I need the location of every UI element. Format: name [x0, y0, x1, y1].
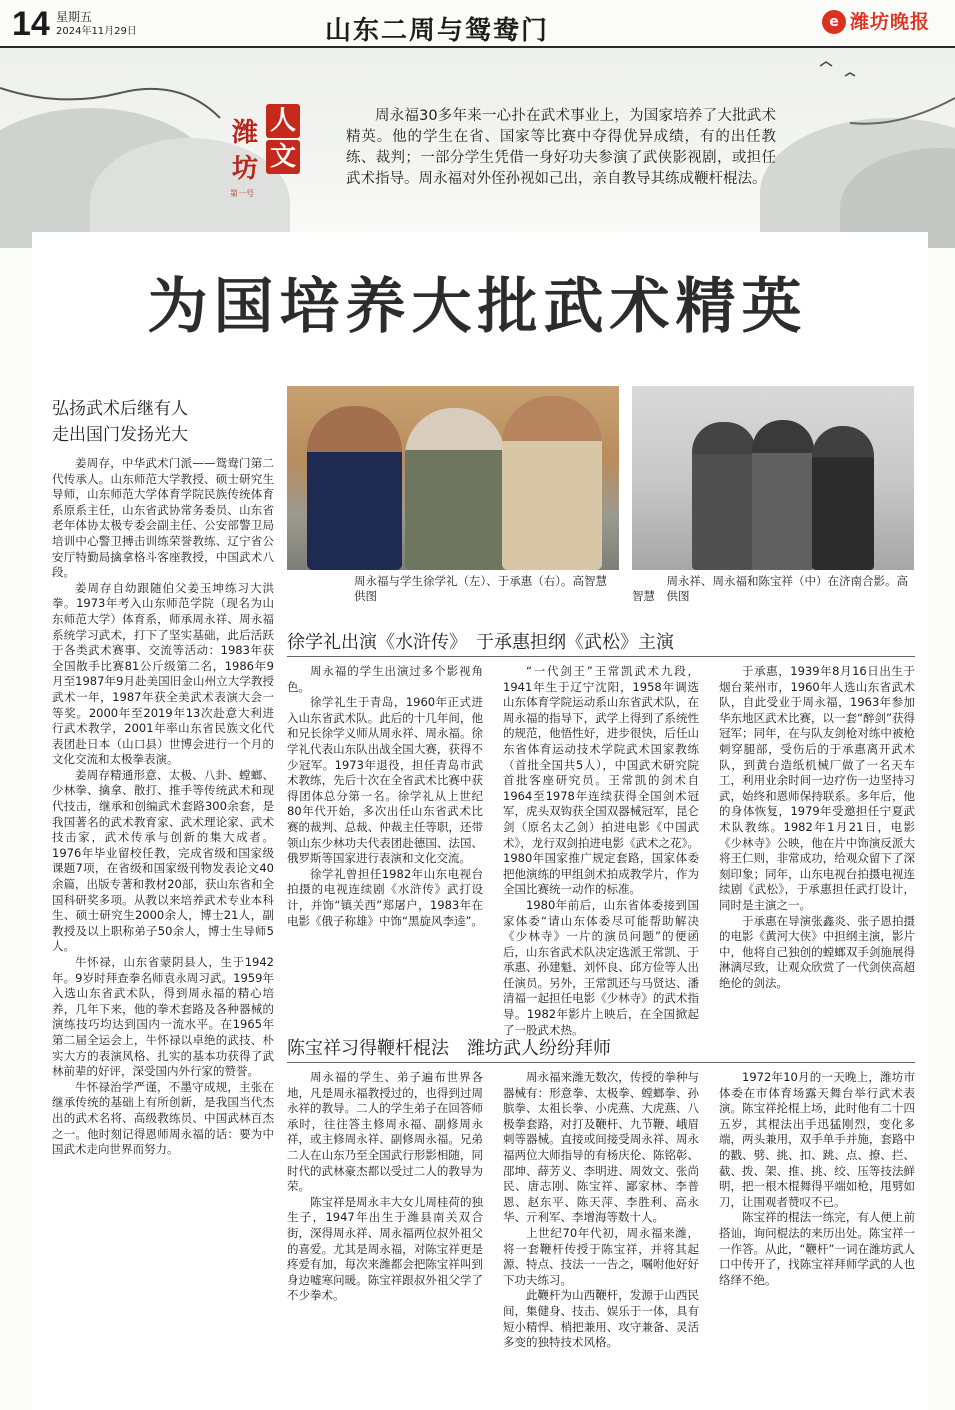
photo-zhou-yongfu-with-students	[287, 386, 619, 570]
badge-char: 文	[266, 140, 300, 174]
section2-col1	[287, 664, 483, 929]
paragraph: 牛怀禄治学严谨，不墨守成规，主张在继承传统的基础上有所创新，是我国当代杰出的武术名将、高级教练员、中国武林百杰之一。他时刻记得恩师周永福的话：要为中国武术走向世界而努力。	[52, 1079, 274, 1157]
paragraph: 周永福的学生出演过多个影视角色。	[287, 664, 483, 694]
paragraph: 周永福的学生、弟子遍布世界各地，凡是周永福教授过的，也得到过周永祥的教导。二人的学生弟子在回答师承时，往往答主修周永福、副修周永祥，或主修周永祥、副修周永福。兄弟二人在山东乃至全国武行形影相随，同时代的武林豪杰都以受过二人的教导为荣。	[287, 1070, 483, 1194]
section2-subhead: 徐学礼出演《水浒传》 于承惠担纲《武松》主演	[287, 632, 674, 653]
section2-col3	[719, 664, 915, 991]
weekday: 星期五	[56, 10, 93, 24]
paragraph: 牛怀禄，山东省蒙阴县人，生于1942年。9岁时拜查拳名师袁永周习武。1959年入选山东省武术队，得到周永福的精心培养，几年下来，他的拳术套路及各种器械的演练技巧均达到国内一流水平。在1965年第二届全运会上，牛怀禄以卓绝的武技、朴实大方的表演风格、扎实的基本功获得了武林前辈的好评，深受国内外行家的赞誉。	[52, 955, 274, 1079]
badge-char: 坊	[231, 154, 258, 184]
headline: 为国培养大批武术精英	[147, 272, 808, 342]
paragraph: 徐学礼生于青岛，1960年正式进入山东省武术队。此后的十几年间，他和兄长徐学义师从周永祥、周永福。徐学礼代表山东队出战全国大赛，获得不少冠军。1973年退役，担任青岛市武术教练，先后十次在全省武术比赛中获得团体总分第一名。徐学礼从上世纪80年代开始，多次出任山东省武术比赛的裁判、总裁、仲裁主任等职，还带领山东少林功夫代表团赴德国、法国、俄罗斯等国家进行表演和文化交流。	[287, 695, 483, 866]
swirl-logo-icon: e	[822, 10, 846, 34]
photo-caption-1: 周永福与学生徐学礼（左）、于承惠（右）。高智慧 供图	[354, 574, 619, 603]
section3-col2	[503, 1070, 699, 1351]
page-number: 14	[12, 5, 50, 43]
photo-caption-2: 周永祥、周永福和陈宝祥（中）在济南合影。高智慧 供图	[632, 574, 908, 603]
left-subhead-line-2: 走出国门发扬光大	[52, 425, 188, 445]
badge-subtitle: 第一号	[230, 189, 254, 198]
left-column	[52, 396, 274, 1158]
paragraph: “一代剑王”王常凯武术九段，1941年生于辽宁沈阳，1958年调选山东体育学院运动系山东省武术队，在周永福的指导下，武学上得到了系统性的规范，他悟性好，进步很快，后任山东省体育运动技术学院武术国家教练（首批全国共5人），中国武术研究院首批客座研究员。王常凯的剑术自1964至1978年连续获得全国剑术冠军，虎头双钩获全国双器械冠军，昆仑剑（原名太乙剑）拍进电影《中国武术》，龙行双剑拍进电影《武术之花》。1980年国家推广规定套路，国家体委把他演练的甲组剑术拍成教学片，作为全国比赛统一动作的标准。	[503, 664, 699, 897]
section3-col3	[719, 1070, 915, 1288]
paragraph: 1972年10月的一天晚上，潍坊市体委在市体育场露天舞台举行武术表演。陈宝祥抡棍上场，此时他有二十四五岁，其棍法出手迅猛刚烈，变化多端，两头兼用，双手单手并施，套路中的戳、劈、挑、扣、跳、点、撩、拦、截、拨、架、推、挑、绞、压等技法鲜明，把一根木棍舞得平端如枪，甩劈如刀，让围观者赞叹不已。	[719, 1070, 915, 1209]
left-body	[52, 456, 274, 1158]
section-title: 山东二周与鸳鸯门	[325, 16, 550, 46]
badge-char: 人	[266, 104, 300, 138]
paragraph: 此鞭杆为山西鞭杆，发源于山西民间，集健身、技击、娱乐于一体，具有短小精悍、梢把兼用、攻守兼备、灵活多变的独特技术风格。	[503, 1288, 699, 1350]
paragraph: 于承惠在导演张鑫炎、张子恩拍摄的电影《黄河大侠》中担纲主演，影片中，他将自己独创的螳螂双手剑施展得淋漓尽致，让观众欣赏了一代剑侠高超绝伦的剑法。	[719, 913, 915, 990]
paragraph: 姜周存自幼跟随伯父姜玉坤练习大洪拳。1973年考入山东师范学院（现名为山东师范大学）体育系，师承周永祥、周永福系统学习武术，打下了坚实基础，此后活跃于各类武术赛事、交流等活动：1983年获全国散手比赛81公斤级第二名，1986年9月至1987年9月赴美国旧金山州立大学教授武术一年，1987年获全美武术表演大会一等奖。2000年至2019年13次赴意大利进行武术教学，2001年率山东省民族文化代表团赴日本（山口县）世博会进行一个月的文化交流和太极拳表演。	[52, 580, 274, 767]
paragraph: 周永福来潍无数次，传授的拳种与器械有：形意拳、太极拳、螳螂拳、孙膑拳、太祖长拳、小虎燕、大虎燕、八极拳套路，对打及鞭杆、九节鞭、峨眉刺等器械。直接或间接受周永祥、周永福两位大师指导的有杨庆伦、陈铭彰、邵坤、薛芳义、李明进、周效文、张尚民、唐志刚、陈宝祥、鄙家林、李普恩、赵东平、陈天萍、李胜利、高永华、亓利军、李增海等数十人。	[503, 1070, 699, 1225]
column-badge	[226, 104, 306, 198]
paragraph: 姜周存精通形意、太极、八卦、螳螂、少林拳、擒拿、散打、推手等传统武术和现代技击，继承和创编武术套路300余套，是我国著名的武术教育家、武术理论家、武术技击家，武术传承与创新的集大成者。1976年毕业留校任教，完成省级和国家级课题7项，在省级和国家级刊物发表论文40余篇，出版专著和教材20部，获山东省和全国科研奖多项。从教以来培养武术专业本科生、硕士研究生2000余人，博士21人，副教授及以上职称弟子50余人，博士生导师5人。	[52, 767, 274, 954]
paragraph: 陈宝祥的棍法一练完，有人便上前搭讪，询问棍法的来历出处。陈宝祥一一作答。从此，“鞭杆”一词在潍坊武人口中传开了，找陈宝祥拜师学武的人也络绎不绝。	[719, 1210, 915, 1287]
paragraph: 陈宝祥是周永丰大女儿周桂荷的独生子，1947年出生于潍县南关双合街，深得周永祥、周永福两位叔外祖父的喜爱。尤其是周永福，对陈宝祥更是疼爱有加，每次来潍都会把陈宝祥叫到身边嘘寒问暖。陈宝祥跟叔外祖父学了不少拳术。	[287, 1194, 483, 1303]
section2-rule	[287, 656, 915, 657]
paragraph: 徐学礼曾担任1982年山东电视台拍摄的电视连续剧《水浒传》武打设计，并饰“镇关西”郑屠户，1983年在电影《俄子称雄》中饰“黑旋风李逵”。	[287, 866, 483, 928]
paper-logo	[822, 8, 946, 36]
issue-date: 2024年11月29日	[56, 26, 137, 37]
section3-col1	[287, 1070, 483, 1304]
badge-char: 潍	[231, 118, 258, 148]
left-subhead-line-1: 弘扬武术后继有人	[52, 399, 188, 419]
paper-name: 潍坊晚报	[850, 11, 931, 33]
paragraph: 姜周存，中华武术门派——鸳鸯门第二代传承人。山东师范大学教授、硕士研究生导师，山东师范大学体育学院民族传统体育系原系主任，山东省武协常务委员、山东省老年体协太极专委会副主任、公安部警卫局培训中心警卫搏击训练荣誉教练、辽宁省公安厅特勤局擒拿格斗客座教授，中国武术八段。	[52, 456, 274, 580]
paragraph: 上世纪70年代初，周永福来潍，将一套鞭杆传授于陈宝祥，并将其起源、特点、技法一一告之，嘱咐他好好下功夫练习。	[503, 1225, 699, 1287]
intro-paragraph: 周永福30多年来一心扑在武术事业上，为国家培养了大批武术精英。他的学生在省、国家等比赛中夺得优异成绩，有的出任教练、裁判；一部分学生凭借一身好功夫参演了武侠影视剧，或担任武术指导。周永福对外侄孙视如己出，亲自教导其练成鞭杆棍法。	[346, 108, 776, 187]
paragraph: 1980年前后，山东省体委接到国家体委“请山东体委尽可能帮助解决《少林寺》一片的演员问题”的便函后，山东省武术队决定选派王常凯、于承惠、孙建魁、刘怀良、邱方俭等人出任演员。另外，王常凯还与马贤达、潘清福一起担任电影《少林寺》的武术指导。1982年影片上映后，在全国掀起了一股武术热。	[503, 897, 699, 1037]
section3-subhead: 陈宝祥习得鞭杆棍法 潍坊武人纷纷拜师	[287, 1038, 611, 1059]
photo-three-masters-jinan	[632, 386, 914, 570]
paragraph: 于承惠，1939年8月16日出生于烟台莱州市，1960年人选山东省武术队，自此受业于周永福，1963年参加华东地区武术比赛，以一套“醉剑”获得冠军；同年，在与队友剑枪对练中被枪刺穿腿部，受伤后的于承惠离开武术队，到黄台造纸机械厂做了一名天车工，利用业余时间一边疗伤一边坚持习武，始终和恩师保持联系。多年后，他的身体恢复，1979年受邀担任宁夏武术队教练。1982年1月21日，电影《少林寺》公映，他在片中饰演反派大将王仁则，非常成功，给观众留下了深刻印象；同年，山东电视台拍摄电视连续剧《武松》，于承惠担任武打设计，同时是主演之一。	[719, 664, 915, 912]
section3-rule	[287, 1062, 915, 1063]
section2-col2	[503, 664, 699, 1038]
